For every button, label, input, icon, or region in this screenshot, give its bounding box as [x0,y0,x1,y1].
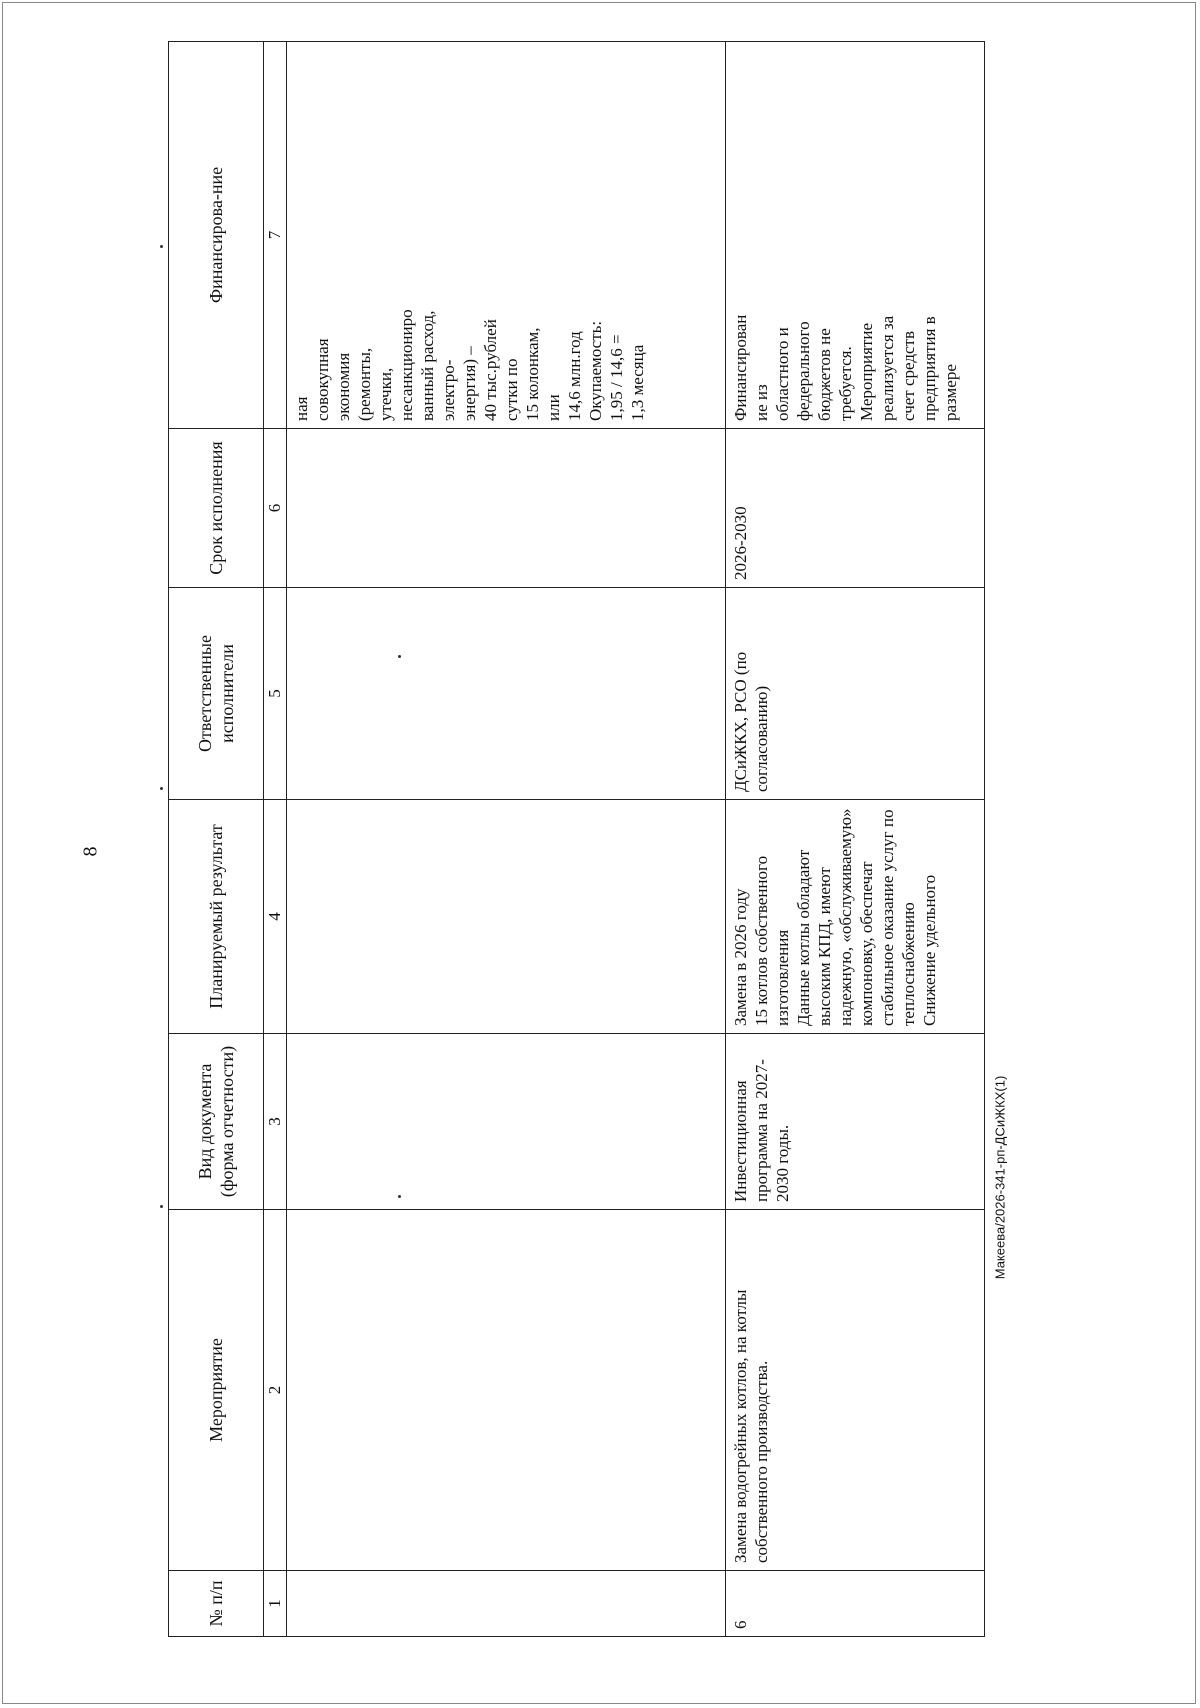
row6-result: Замена в 2026 году 15 котлов собственного изготовления Данные котлы обладают высоким КПД, имеют надежную, «обслуживаемую» компоновку, обеспечат стабильное оказание услуг по теплоснабжению Снижение удельного [726,800,985,1034]
column-number-7: 7 [264,42,287,429]
header-result: Планируемый результат [169,800,264,1034]
scan-speck [398,1195,401,1198]
column-number-4: 4 [264,800,287,1034]
header-doc-type: Вид документа (форма отчетности) [169,1034,264,1210]
cont-deadline-cell [287,429,726,588]
row6-executors: ДСиЖКХ, РСО (по согласованию) [726,588,985,800]
row6-event: Замена водогрейных котлов, на котлы собственного производства. [726,1210,985,1571]
events-table [168,41,985,1637]
column-number-1: 1 [264,1571,287,1637]
events-table-wrapper [168,42,973,1637]
column-number-5: 5 [264,588,287,800]
header-num: № п/п [169,1571,264,1637]
header-event: Мероприятие [169,1210,264,1571]
column-number-row [264,42,287,1637]
continuation-row [287,42,726,1637]
row6-deadline: 2026-2030 [726,429,985,588]
row6-num: 6 [726,1571,985,1637]
header-financing: Финансирова-ние [169,42,264,429]
column-number-3: 3 [264,1034,287,1210]
header-deadline: Срок исполнения [169,429,264,588]
scan-speck [398,655,401,658]
row6-doc-type: Инвестиционная программа на 2027-2030 годы. [726,1034,985,1210]
cont-executors-cell [287,588,726,800]
cont-doc-cell [287,1034,726,1210]
footer-document-code: Макеева/2026-341-рп-ДСиЖКХ(1) [992,1075,1008,1280]
header-row [169,42,264,1637]
table-row-6 [726,42,985,1637]
page-number: 8 [79,846,102,857]
cont-event-cell [287,1210,726,1571]
cont-num-cell [287,1571,726,1637]
cont-financing-cell: ная совокупная экономия (ремонты, утечки, несанкциониро ванный расход, электро- энергия) – 40 тыс.рублей сутки по 15 колонкам, или 14,6 млн.год Окупаемость: 1,95 / 14,6 = 1,3 месяца [287,42,726,429]
scan-speck [160,1205,163,1208]
column-number-2: 2 [264,1210,287,1571]
header-executors: Ответственные исполнители [169,588,264,800]
cont-result-cell [287,800,726,1034]
scan-speck [160,787,163,790]
scan-speck [160,245,163,248]
column-number-6: 6 [264,429,287,588]
row6-financing: Финансирован ие из областного и федерального бюджетов не требуется. Мероприятие реализуется за счет средств предприятия в размере [726,42,985,429]
